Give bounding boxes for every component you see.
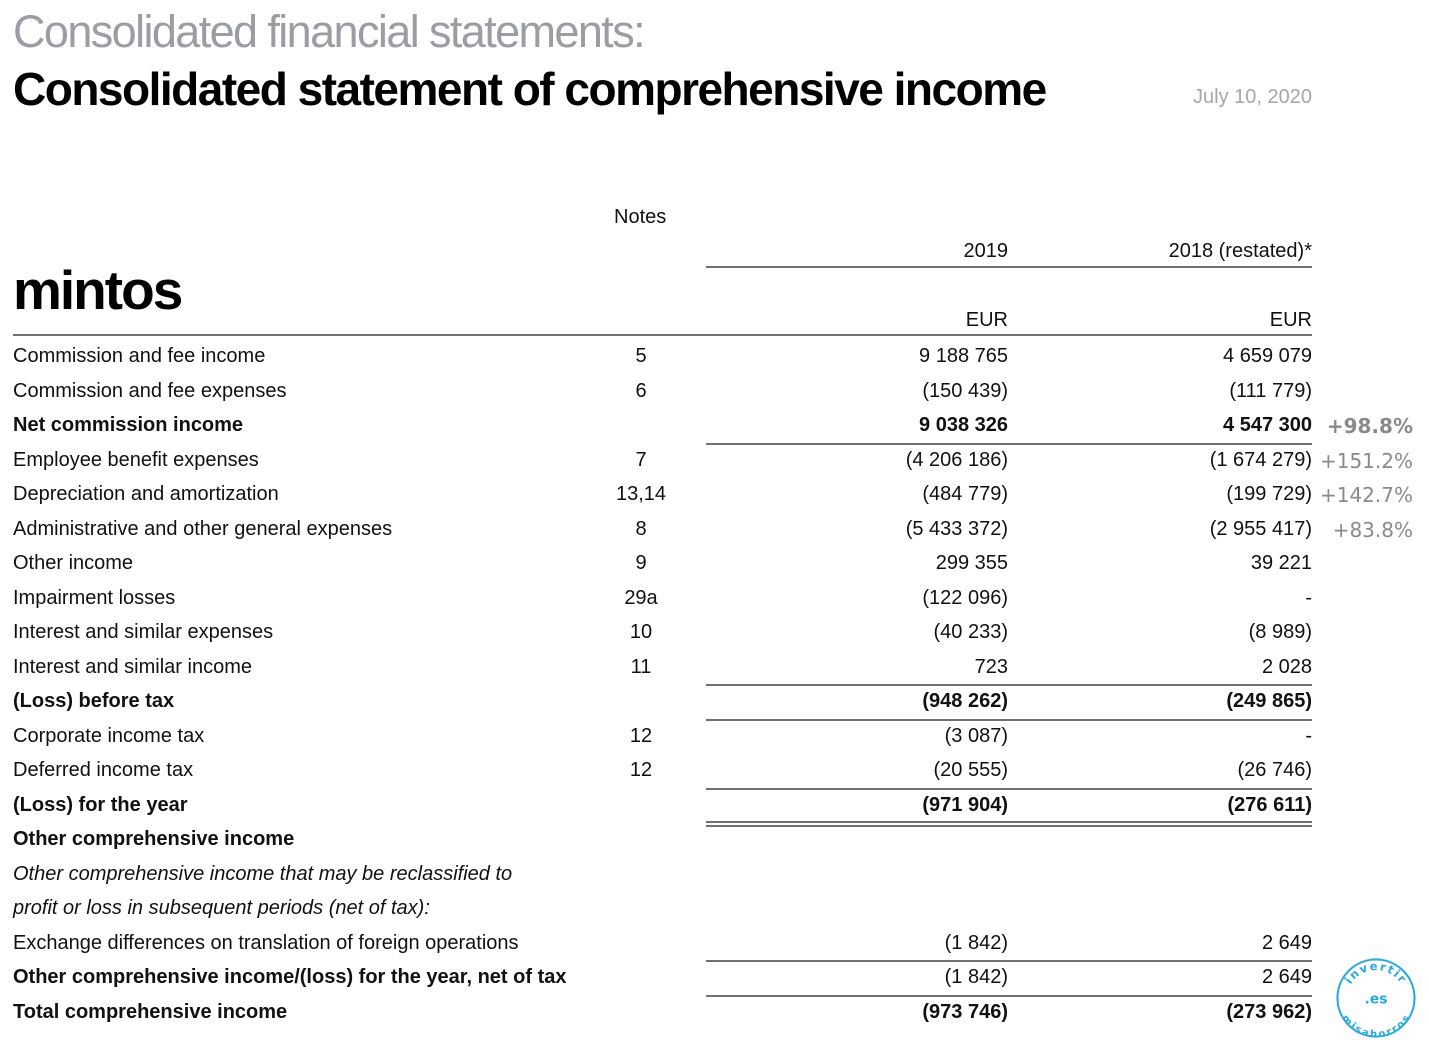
table-row — [0, 375, 1429, 410]
row-value-2019: (4 206 186) — [905, 448, 1008, 471]
row-label: (Loss) for the year — [13, 793, 188, 816]
row-label: profit or loss in subsequent periods (net of tax): — [13, 897, 430, 919]
row-label: Depreciation and amortization — [13, 483, 279, 505]
row-value-2019: (3 087) — [944, 724, 1008, 747]
row-value-2018: (199 729) — [1226, 483, 1312, 505]
row-value-2019: (20 555) — [933, 759, 1008, 781]
row-note: 8 — [635, 517, 647, 540]
row-value-2018: (1 674 279) — [1209, 448, 1312, 471]
row-value-2018: (111 779) — [1229, 379, 1312, 402]
row-value-2019: 299 355 — [935, 552, 1008, 574]
row-label: Other comprehensive income that may be reclassified to — [13, 862, 513, 885]
row-value-2019: (40 233) — [933, 621, 1008, 643]
row-note: 13,14 — [615, 483, 667, 505]
mintos-logo: mintos — [13, 259, 182, 321]
table-row — [0, 513, 1429, 548]
row-label: Other comprehensive income/(loss) for the year, net of tax — [13, 966, 567, 988]
row-value-2018: 2 649 — [1261, 966, 1312, 988]
row-label: Other comprehensive income — [13, 828, 295, 850]
row-change-annotation: +151.2% — [1319, 448, 1413, 473]
table-row — [0, 927, 1429, 962]
row-note: 29a — [624, 586, 658, 609]
row-label: Employee benefit expenses — [13, 448, 259, 471]
row-value-2018: 4 547 300 — [1223, 414, 1312, 436]
row-value-2018: 2 028 — [1261, 655, 1312, 678]
table-section-heading — [0, 823, 1429, 858]
row-label: Administrative and other general expenses — [13, 517, 393, 540]
row-change-annotation: +142.7% — [1319, 483, 1413, 507]
row-value-2019: 723 — [974, 655, 1008, 678]
notes-column-header: Notes — [614, 206, 667, 228]
watermark-top-text: invertir — [1341, 958, 1411, 987]
row-note: 9 — [635, 552, 647, 574]
table-row — [0, 720, 1429, 755]
row-value-2018: 2 649 — [1261, 931, 1312, 954]
table-row — [0, 582, 1429, 617]
year-2019-header: 2019 — [963, 240, 1008, 262]
table-row — [0, 547, 1429, 582]
table-row — [0, 616, 1429, 651]
year-2018-header: 2018 (restated)* — [1168, 240, 1312, 262]
row-note: 5 — [635, 345, 647, 367]
table-row — [0, 651, 1429, 686]
currency-2019-header: EUR — [965, 309, 1008, 331]
row-label: Exchange differences on translation of foreign operations — [13, 931, 519, 954]
watermark-bottom-text: misahorros — [1339, 1012, 1413, 1039]
table-row — [0, 478, 1429, 513]
row-value-2019: (1 842) — [944, 931, 1008, 954]
row-label: Total comprehensive income — [13, 1000, 288, 1023]
table-row — [0, 409, 1429, 444]
table-row — [0, 754, 1429, 789]
table-row — [0, 958, 1429, 996]
row-label: (Loss) before tax — [13, 690, 175, 712]
row-value-2019: 9 038 326 — [919, 414, 1008, 436]
table-subheading — [0, 892, 1429, 927]
row-value-2019: (971 904) — [922, 793, 1008, 816]
row-value-2019: (973 746) — [922, 1000, 1008, 1023]
row-value-2018: - — [1305, 586, 1312, 609]
row-label: Interest and similar income — [13, 655, 252, 678]
row-value-2018: (273 962) — [1226, 1000, 1312, 1023]
row-value-2019: (1 842) — [944, 966, 1008, 988]
currency-2018-header: EUR — [1269, 309, 1312, 331]
row-value-2018: (276 611) — [1227, 793, 1312, 816]
invertirmisahorros-watermark — [1335, 957, 1417, 1039]
table-subheading — [0, 858, 1429, 893]
row-note: 6 — [635, 379, 647, 402]
row-value-2018: 39 221 — [1250, 552, 1312, 574]
row-label: Commission and fee expenses — [13, 379, 287, 402]
row-value-2018: - — [1305, 724, 1312, 747]
table-row — [0, 685, 1429, 720]
report-date: July 10, 2020 — [1193, 86, 1312, 108]
table-row — [0, 996, 1429, 1031]
row-value-2019: 9 188 765 — [919, 345, 1008, 367]
row-change-annotation: +98.8% — [1326, 414, 1413, 438]
page-supertitle: Consolidated financial statements: — [13, 6, 644, 57]
row-value-2019: (5 433 372) — [905, 517, 1008, 540]
row-note: 12 — [629, 759, 653, 781]
row-label: Deferred income tax — [13, 759, 194, 781]
row-change-annotation: +83.8% — [1332, 517, 1413, 542]
row-label: Commission and fee income — [13, 345, 266, 367]
row-label: Net commission income — [13, 414, 244, 436]
row-note: 11 — [630, 655, 652, 678]
row-value-2018: 4 659 079 — [1223, 345, 1312, 367]
row-note: 10 — [629, 621, 653, 643]
row-note: 12 — [629, 724, 653, 747]
year-header-rule — [706, 266, 1312, 268]
row-value-2019: (484 779) — [922, 483, 1008, 505]
watermark-center-text: .es — [1364, 991, 1388, 1008]
table-header-rule — [13, 334, 1312, 336]
row-label: Interest and similar expenses — [13, 621, 274, 643]
row-value-2019: (948 262) — [922, 690, 1008, 712]
table-row — [0, 789, 1429, 824]
table-row — [0, 444, 1429, 479]
row-value-2019: (122 096) — [922, 586, 1008, 609]
row-label: Other income — [13, 552, 134, 574]
income-statement-table — [0, 340, 1429, 1030]
row-value-2018: (2 955 417) — [1209, 517, 1312, 540]
row-label: Impairment losses — [13, 586, 176, 609]
row-value-2018: (8 989) — [1248, 621, 1312, 643]
row-note: 7 — [635, 448, 647, 471]
row-value-2019: (150 439) — [922, 379, 1008, 402]
table-row — [0, 340, 1429, 375]
row-label: Corporate income tax — [13, 724, 205, 747]
page-title: Consolidated statement of comprehensive income — [13, 63, 1046, 115]
row-value-2018: (26 746) — [1237, 759, 1312, 781]
row-value-2018: (249 865) — [1226, 690, 1312, 712]
